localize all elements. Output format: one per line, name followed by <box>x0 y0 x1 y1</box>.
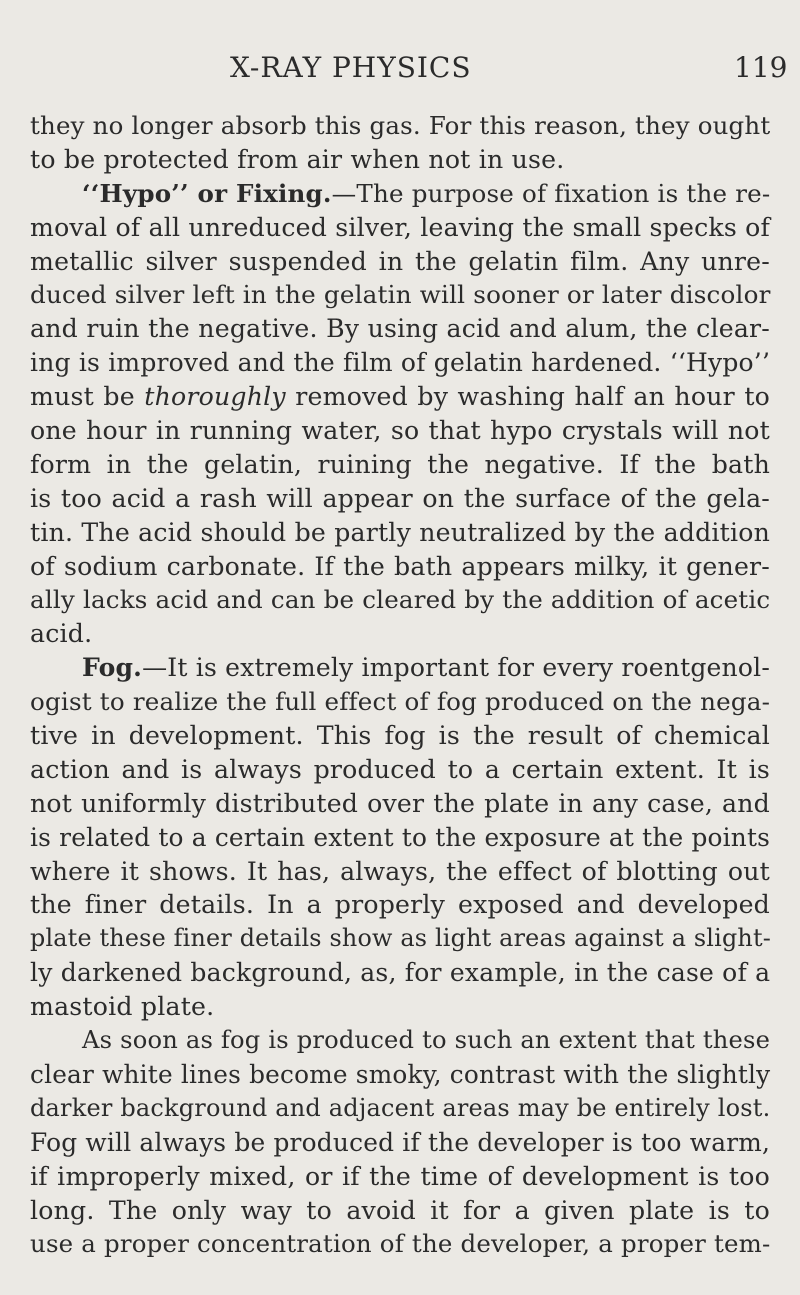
line-text: form in the gelatin, ruining the negative. If the bath <box>30 449 770 479</box>
page-header <box>0 48 800 88</box>
text-line <box>30 1092 790 1126</box>
line-text: tin. The acid should be partly neutralized by the addition <box>30 517 771 547</box>
text-line <box>30 109 790 143</box>
line-text: is related to a certain extent to the exposure at the points <box>30 822 771 852</box>
line-text: use a proper concentration of the developer, a proper tem- <box>30 1229 771 1259</box>
running-title: X-RAY PHYSICS <box>230 51 472 84</box>
text-line <box>30 617 790 651</box>
line-text: must be <box>30 382 145 412</box>
line-text: —The purpose of fixation is the re- <box>331 178 771 208</box>
text-line <box>30 177 790 211</box>
line-text: action and is always produced to a certain extent. It is <box>30 754 770 784</box>
emphasis: thoroughly <box>144 382 286 412</box>
line-text: if improperly mixed, or if the time of development is too <box>30 1161 770 1191</box>
text-line <box>30 516 790 550</box>
text-line <box>30 550 790 584</box>
text-line <box>30 380 790 414</box>
line-text: ogist to realize the full effect of fog produced on the nega- <box>30 687 771 717</box>
line-text: to be protected from air when not in use. <box>30 144 565 174</box>
text-line <box>30 1024 790 1058</box>
line-text: ly darkened background, as, for example, in the case of a <box>30 958 771 988</box>
text-line <box>30 888 790 922</box>
line-text: long. The only way to avoid it for a given plate is to <box>30 1195 770 1225</box>
text-line <box>30 685 790 719</box>
line-text: duced silver left in the gelatin will sooner or later discolor <box>30 280 771 310</box>
text-line <box>30 922 790 956</box>
text-line <box>30 414 790 448</box>
line-text: tive in development. This fog is the result of chemical <box>30 721 770 751</box>
text-line <box>30 855 790 889</box>
line-text: Fog will always be produced if the developer is too warm, <box>30 1127 771 1157</box>
line-text: plate these finer details show as light areas against a slight- <box>30 924 771 953</box>
line-text: removed by washing half an hour to <box>285 382 770 412</box>
text-line <box>30 1194 790 1228</box>
text-line <box>30 1058 790 1092</box>
section-heading: Fog. <box>82 652 143 683</box>
line-text: not uniformly distributed over the plate in any case, and <box>30 788 770 818</box>
body-text <box>30 109 790 1261</box>
line-text: metallic silver suspended in the gelatin film. Any unre- <box>30 246 770 276</box>
text-line <box>30 651 790 685</box>
line-text: one hour in running water, so that hypo crystals will not <box>30 416 770 446</box>
text-line <box>30 990 790 1024</box>
text-line <box>30 482 790 516</box>
text-line <box>30 821 790 855</box>
text-line <box>30 719 790 753</box>
text-line <box>30 143 790 177</box>
text-line <box>30 1227 790 1261</box>
line-text: darker background and adjacent areas may be entirely lost. <box>30 1093 771 1122</box>
text-line <box>30 448 790 482</box>
text-line <box>30 956 790 990</box>
section-heading: ‘‘Hypo’’ or Fixing. <box>82 178 332 208</box>
line-text: where it shows. It has, always, the effect of blotting out <box>30 856 770 886</box>
line-text: clear white lines become smoky, contrast with the slightly <box>30 1059 771 1089</box>
text-line <box>30 245 790 279</box>
line-text: ing is improved and the film of gelatin hardened. ‘‘Hypo’’ <box>30 348 771 378</box>
text-line <box>30 753 790 787</box>
line-text: they no longer absorb this gas. For this reason, they ought <box>30 111 771 140</box>
text-line <box>30 211 790 245</box>
line-text: acid. <box>30 619 93 649</box>
line-text: As soon as fog is produced to such an extent that these <box>82 1026 771 1055</box>
text-line <box>30 583 790 617</box>
text-line <box>30 1160 790 1194</box>
line-text: of sodium carbonate. If the bath appears milky, it gener- <box>30 551 770 581</box>
text-line <box>30 346 790 380</box>
line-text: mastoid plate. <box>30 992 215 1022</box>
text-line <box>30 278 790 312</box>
line-text: ally lacks acid and can be cleared by the addition of acetic <box>30 585 771 615</box>
line-text: and ruin the negative. By using acid and alum, the clear- <box>30 314 770 344</box>
line-text: —It is extremely important for every roentgenol- <box>142 653 770 683</box>
line-text: the finer details. In a properly exposed and developed <box>30 890 770 920</box>
page-number: 119 <box>734 51 788 84</box>
text-line <box>30 787 790 821</box>
line-text: is too acid a rash will appear on the surface of the gela- <box>30 483 770 513</box>
text-line <box>30 1126 790 1160</box>
line-text: moval of all unreduced silver, leaving the small specks of <box>30 212 771 242</box>
text-line <box>30 312 790 346</box>
